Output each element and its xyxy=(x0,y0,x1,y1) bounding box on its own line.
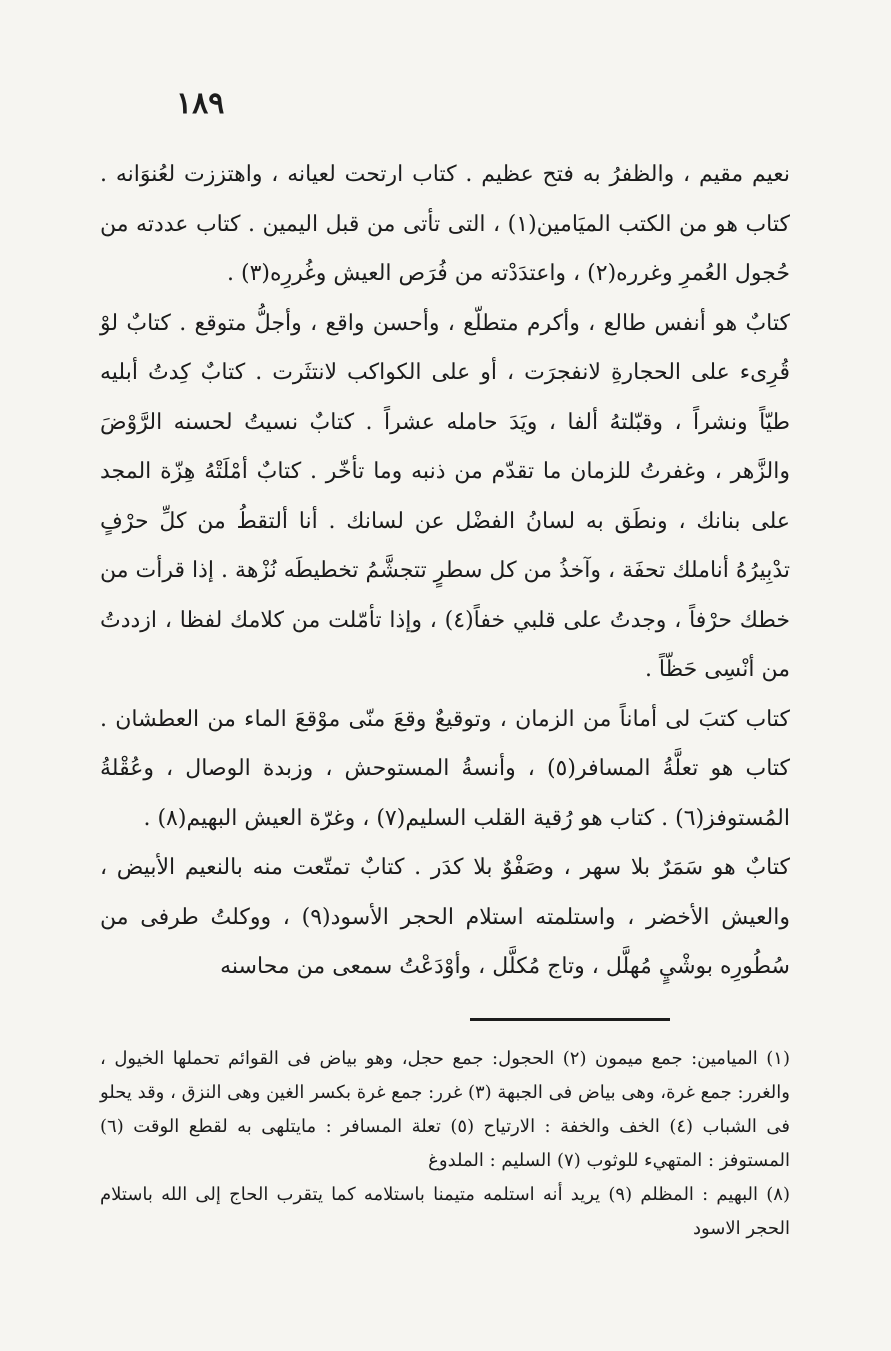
main-text xyxy=(100,150,790,992)
page-number: ١٨٩ xyxy=(176,86,225,121)
paragraph: نعيم مقيم ، والظفرُ به فتح عظيم . كتاب ارتحت لعيانه ، واهتززت لعُنوَانه . كتاب هو من الكتب الميَامين(١) ، التى تأتى من قبل اليمين . كتاب عددته من حُجول العُمرِ وغرره(٢) ، واعتدَدْته من فُرَص العيش وغُررِه(٣) . xyxy=(100,162,790,286)
footnote: (٨) البهيم : المظلم (٩) يريد أنه استلمه متيمنا باستلامه كما يتقرب الحاج إلى الله باستلام الحجر الاسود xyxy=(100,1184,790,1239)
footnote: (١) الميامين: جمع ميمون (٢) الحجول: جمع حجل، وهو بياض فى القوائم تحملها الخيول ، والغرر: جمع غرة، وهى بياض فى الجبهة (٣) غرر: جمع غرة بكسر الغين وهى النزق ، وقد يحلو فى الشباب (٤) الخف والخفة : الارتياح (٥) تعلة المسافر : مايتلهى به لقطع الوقت (٦) المستوفز : المتهيء للوثوب (٧) السليم : الملدوغ xyxy=(100,1048,791,1171)
footnote-divider xyxy=(470,1018,670,1021)
paragraph: كتاب كتبَ لى أماناً من الزمان ، وتوقيعٌ وقعَ منّى موْقعَ الماء من العطشان . كتاب هو تعلَّةُ المسافر(٥) ، وأنسةُ المستوحش ، وزبدة الوصال ، وعُقْلةُ المُستوفز(٦) . كتاب هو رُقية القلب السليم(٧) ، وغرّة العيش البهيم(٨) . xyxy=(100,706,791,831)
paragraph: كتابٌ هو أنفس طالع ، وأكرم متطلّع ، وأحسن واقع ، وأجلُّ متوقع . كتابٌ لوْ قُرِىء على الحجارةِ لانفجرَت ، أو على الكواكب لانتثَرت . كتابٌ كِدتُ أبليه طيّاً ونشراً ، وقبّلتهُ ألفا ، ويَدَ حامله عشراً . كتابٌ نسيتُ لحسنه الرَّوْضَ والزَّهر ، وغفرتُ للزمان ما تقدّم من ذنبه وما تأخّر . كتابٌ أمْلَتْهُ هِزّة المجد على بنانك ، ونطَق به لسانُ الفضْل عن لسانك . أنا ألتقطُ من كلِّ حرْفٍ تدْبِيرُهُ أناملك تحفَة ، وآخذُ من كل سطرٍ تتجشَّمُ تخطيطَه نُزْهة . إذا قرأت من خطك حرْفاً ، وجدتُ على قلبي خفاً(٤) ، وإذا تأمّلت من كلامك لفظا ، ازددتُ من أنْسِى حَظّاً . xyxy=(100,310,790,682)
paragraph: كتابٌ هو سَمَرٌ بلا سهر ، وصَفْوٌ بلا كدَر . كتابٌ تمتّعت منه بالنعيم الأبيض ، والعيش الأخضر ، واستلمته استلام الحجر الأسود(٩) ، ووكلتُ طرفى من سُطُورِه بوشْيٍ مُهلَّل ، وتاج مُكلَّل ، وأوْدَعْتُ سمعى من محاسنه xyxy=(100,855,790,979)
footnotes xyxy=(100,1042,790,1246)
